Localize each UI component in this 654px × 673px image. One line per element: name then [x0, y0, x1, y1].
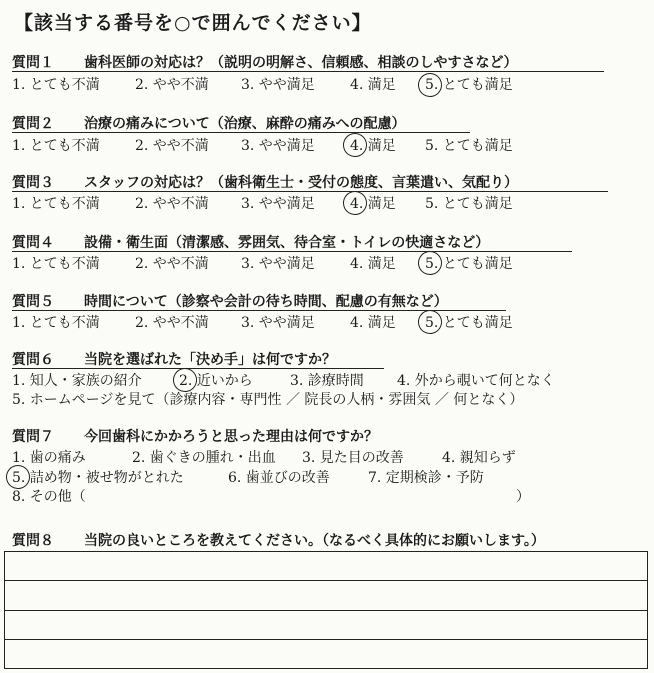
- option-2[interactable]: 2. やや不満: [135, 77, 209, 93]
- page-title: 【該当する番号を○で囲んでください】: [14, 12, 372, 34]
- option-3[interactable]: 3. やや満足: [241, 315, 315, 331]
- question-number: 質問３: [12, 175, 54, 191]
- question-8: [12, 530, 545, 550]
- option-5[interactable]: 5. とても満足: [425, 138, 513, 154]
- option-2[interactable]: 2. やや不満: [135, 196, 209, 212]
- option-4[interactable]: 4. 満足: [350, 138, 396, 154]
- option-4[interactable]: 4. 満足: [350, 315, 396, 331]
- underline: [12, 71, 604, 72]
- option-3[interactable]: 3. やや満足: [241, 196, 315, 212]
- question-text: 当院を選ばれた「決め手」は何ですか？: [84, 352, 336, 368]
- question-number: 質問１: [12, 55, 54, 71]
- question-text: 歯科医師の対応は？（説明の明解さ、信頼感、相談のしやすさなど）: [84, 55, 518, 71]
- option-5[interactable]: 5. とても満足: [425, 77, 513, 93]
- underline: [12, 368, 384, 369]
- option-2[interactable]: 2. やや不満: [135, 315, 209, 331]
- question-number: 質問５: [12, 294, 54, 310]
- option-8[interactable]: 8. その他（: [12, 489, 86, 505]
- option-1[interactable]: 1. とても不満: [12, 138, 100, 154]
- option-1[interactable]: 1. とても不満: [12, 77, 100, 93]
- free-text-answer-box[interactable]: [4, 551, 648, 669]
- option-5[interactable]: 5. とても満足: [425, 256, 513, 272]
- question-text: 治療の痛みについて（治療、麻酔の痛みへの配慮）: [84, 116, 406, 132]
- option-8-close: ）: [516, 489, 530, 505]
- question-text: 設備・衛生面（清潔感、雰囲気、待合室・トイレの快適さなど）: [84, 235, 490, 251]
- option-5[interactable]: 5. とても満足: [425, 196, 513, 212]
- question-6: [12, 349, 336, 369]
- option-5[interactable]: 5. 詰め物・被せ物がとれた: [12, 470, 184, 486]
- question-number: 質問７: [12, 429, 54, 445]
- question-number: 質問２: [12, 116, 54, 132]
- question-2: [12, 113, 405, 133]
- question-number: 質問４: [12, 235, 54, 251]
- option-6[interactable]: 6. 歯並びの改善: [228, 470, 330, 486]
- option-3[interactable]: 3. 見た目の改善: [302, 450, 404, 466]
- option-5[interactable]: 5. ホームページを見て（診療内容・専門性 ／ 院長の人柄・雰囲気 ／ 何となく）: [12, 392, 524, 408]
- question-text: 当院の良いところを教えてください。（なるべく具体的にお願いします。）: [84, 533, 545, 549]
- option-4[interactable]: 4. 外から覗いて何となく: [397, 373, 555, 389]
- question-number: 質問６: [12, 352, 54, 368]
- option-1[interactable]: 1. とても不満: [12, 256, 100, 272]
- question-3: [12, 172, 518, 192]
- option-1[interactable]: 1. 歯の痛み: [12, 450, 86, 466]
- question-text: スタッフの対応は？（歯科衛生士・受付の態度、言葉遣い、気配り）: [84, 175, 518, 191]
- option-4[interactable]: 4. 満足: [350, 77, 396, 93]
- question-text: 今回歯科にかかろうと思った理由は何ですか？: [84, 429, 378, 445]
- underline: [12, 251, 572, 252]
- option-3[interactable]: 3. 診療時間: [290, 373, 364, 389]
- question-1: [12, 52, 517, 72]
- underline: [12, 191, 608, 192]
- question-text: 時間について（診察や会計の待ち時間、配慮の有無など）: [84, 294, 448, 310]
- question-number: 質問８: [12, 533, 54, 549]
- option-4[interactable]: 4. 満足: [350, 196, 396, 212]
- option-2[interactable]: 2. 近いから: [179, 373, 253, 389]
- underline: [12, 132, 470, 133]
- option-7[interactable]: 7. 定期検診・予防: [368, 470, 484, 486]
- option-4[interactable]: 4. 親知らず: [442, 450, 516, 466]
- option-5[interactable]: 5. とても満足: [425, 315, 513, 331]
- option-4[interactable]: 4. 満足: [350, 256, 396, 272]
- question-5: [12, 291, 448, 311]
- option-3[interactable]: 3. やや満足: [241, 138, 315, 154]
- option-2[interactable]: 2. 歯ぐきの腫れ・出血: [132, 450, 276, 466]
- question-7: [12, 426, 378, 446]
- ruled-line: [5, 580, 647, 581]
- option-1[interactable]: 1. とても不満: [12, 315, 100, 331]
- option-2[interactable]: 2. やや不満: [135, 256, 209, 272]
- ruled-line: [5, 639, 647, 640]
- option-3[interactable]: 3. やや満足: [241, 256, 315, 272]
- question-4: [12, 232, 489, 252]
- option-1[interactable]: 1. 知人・家族の紹介: [12, 373, 142, 389]
- ruled-line: [5, 610, 647, 611]
- option-3[interactable]: 3. やや満足: [241, 77, 315, 93]
- option-1[interactable]: 1. とても不満: [12, 196, 100, 212]
- option-2[interactable]: 2. やや不満: [135, 138, 209, 154]
